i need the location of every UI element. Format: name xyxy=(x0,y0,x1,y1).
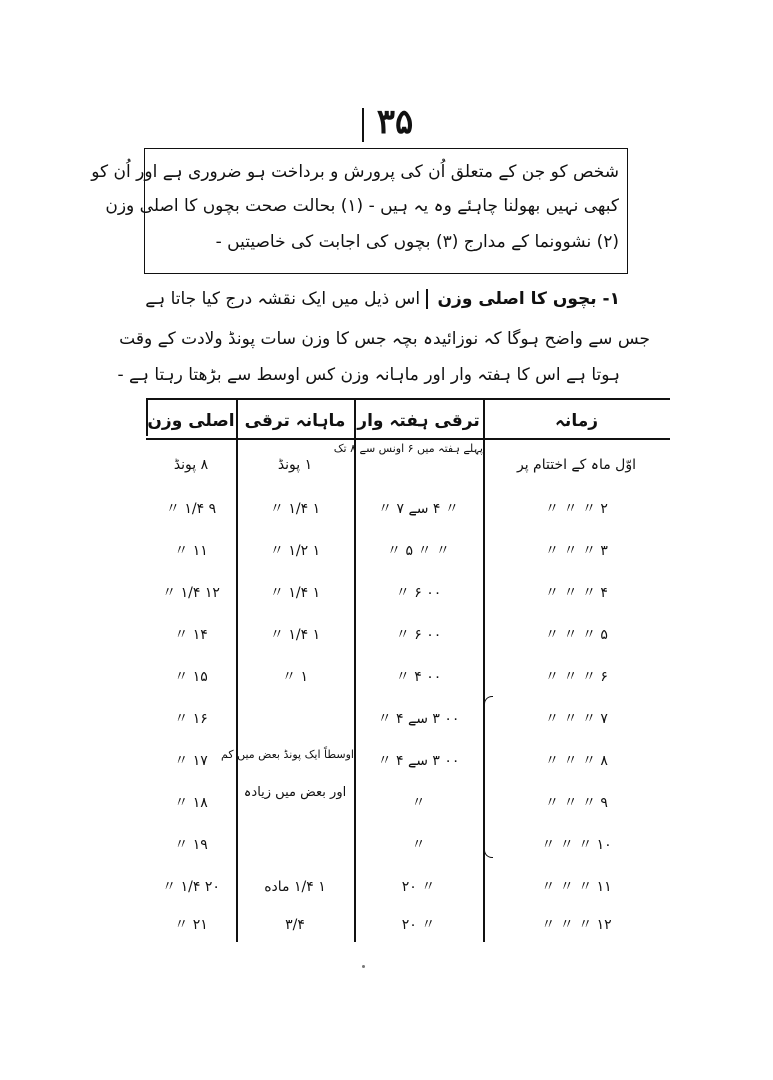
table-cell-weekly: ۰۰ ۳ سے ۴ 〃 xyxy=(377,711,460,727)
table-cell-weight: ۱۱ 〃 xyxy=(174,543,208,559)
table-cell-period: ۵ 〃 〃 〃 xyxy=(545,627,608,643)
monthly-more-note: اور بعض میں زیادہ xyxy=(243,785,347,800)
table-cell-weight: ۱۸ 〃 xyxy=(174,795,208,811)
intro-box xyxy=(91,148,628,274)
table-cell-weekly: ۰۰ ۶ 〃 xyxy=(395,627,442,643)
table-cell-weight: ۱۲ ۱/۴ 〃 xyxy=(162,585,220,601)
table-cell-weight: ۱۵ 〃 xyxy=(174,669,208,685)
table-cell-weight: ۲۱ 〃 xyxy=(174,917,208,933)
header-period: زمانہ xyxy=(554,411,599,431)
table-cell-weight: ۸ پونڈ xyxy=(173,457,209,473)
intro-line-1: شخص کو جن کے متعلق اُن کی پرورش و برداخت ہو ضروری ہے اور اُن کو xyxy=(91,162,619,182)
table-header-rule xyxy=(484,438,670,440)
table-cell-weekly: 〃 ۴ سے ۷ 〃 xyxy=(378,501,459,517)
weight-table xyxy=(146,398,670,942)
table-header-rule xyxy=(146,438,236,440)
table-cell-period: ۷ 〃 〃 〃 xyxy=(545,711,608,727)
weekly-first-note: پہلے ہفتہ میں ۶ اونس سے ۸ تک xyxy=(333,442,483,455)
table-cell-weight: ۲۰ ۱/۴ 〃 xyxy=(162,879,220,895)
table-cell-period: ۲ 〃 〃 〃 xyxy=(545,501,608,517)
table-cell-monthly: ۱ ۱/۴ 〃 xyxy=(269,585,321,601)
table-cell-weekly: 〃 xyxy=(411,795,426,811)
table-cell-weekly: 〃 ۲۰ xyxy=(401,879,436,895)
table-cell-period: اوّل ماہ کے اختتام پر xyxy=(516,457,636,473)
header-monthly: ماہانہ ترقی xyxy=(244,411,346,431)
table-cell-period: ۸ 〃 〃 〃 xyxy=(545,753,608,769)
table-cell-weekly: 〃 〃 ۵ 〃 xyxy=(387,543,450,559)
table-cell-monthly: ۱ ۱/۴ 〃 xyxy=(269,627,321,643)
intro-line-2: کبھی نہیں بھولنا چاہئے وہ یہ ہیں - (۱) بحالت صحت بچوں کا اصلی وزن xyxy=(105,196,619,216)
table-cell-weight: ۱۹ 〃 xyxy=(174,837,208,853)
table-cell-monthly: ۳/۴ xyxy=(285,917,305,933)
table-cell-monthly: ۱ 〃 xyxy=(282,669,308,685)
section-line-1-text: اس ذیل میں ایک نقشہ درج کیا جاتا ہے xyxy=(145,289,421,309)
table-cell-weight: ۱۴ 〃 xyxy=(174,627,208,643)
table-cell-weekly: 〃 ۲۰ xyxy=(401,917,436,933)
table-cell-weight: ۱۶ 〃 xyxy=(174,711,208,727)
table-cell-monthly: ۱ ۱/۴ 〃 xyxy=(269,501,321,517)
table-cell-period: ۱۰ 〃 〃 〃 xyxy=(541,837,612,853)
rows-bracket xyxy=(484,696,493,858)
section-heading: ۱- بچوں کا اصلی وزن xyxy=(426,289,620,309)
monthly-average-note: اوسطاً ایک پونڈ بعض میں کم xyxy=(221,748,354,761)
table-cell-weekly: ۰۰ ۳ سے ۴ 〃 xyxy=(377,753,460,769)
table-cell-weight: ۹ ۱/۴ 〃 xyxy=(165,501,217,517)
section-line-3: ہوتا ہے اس کا ہفتہ وار اور ماہانہ وزن کس اوسط سے بڑھتا رہتا ہے - xyxy=(117,365,620,385)
table-cell-period: ۴ 〃 〃 〃 xyxy=(545,585,608,601)
table-cell-period: ۹ 〃 〃 〃 xyxy=(545,795,608,811)
section-line-2: جس سے واضح ہوگا کہ نوزائیدہ بچہ جس کا وزن سات پونڈ ولادت کے وقت xyxy=(119,329,650,349)
scan-speck xyxy=(362,965,365,968)
header-weekly: ترقی ہفتہ وار xyxy=(357,411,480,431)
page-number-text: ۳۵ xyxy=(376,102,414,142)
header-weight: اصلی وزن xyxy=(147,411,235,431)
intro-line-3: (۲) نشوونما کے مدارج (۳) بچوں کی اجابت کی خاصیتیں - xyxy=(215,232,619,252)
table-cell-period: ۱۱ 〃 〃 〃 xyxy=(541,879,612,895)
page-number-rule xyxy=(362,108,364,142)
table-cell-monthly: ۱ ۱/۲ 〃 xyxy=(269,543,321,559)
section-line-1 xyxy=(145,286,620,312)
table-cell-weekly: 〃 xyxy=(411,837,426,853)
table-cell-period: ۳ 〃 〃 〃 xyxy=(545,543,608,559)
page-number xyxy=(360,102,430,142)
table-cell-monthly: ۱ ۱/۴ ماده xyxy=(264,879,326,895)
table-cell-weekly: ۰۰ ۴ 〃 xyxy=(395,669,442,685)
table-cell-period: ۶ 〃 〃 〃 xyxy=(545,669,608,685)
table-cell-weekly: ۰۰ ۶ 〃 xyxy=(395,585,442,601)
table-cell-monthly: ۱ پونڈ xyxy=(277,457,313,473)
table-cell-period: ۱۲ 〃 〃 〃 xyxy=(541,917,612,933)
table-cell-weight: ۱۷ 〃 xyxy=(174,753,208,769)
